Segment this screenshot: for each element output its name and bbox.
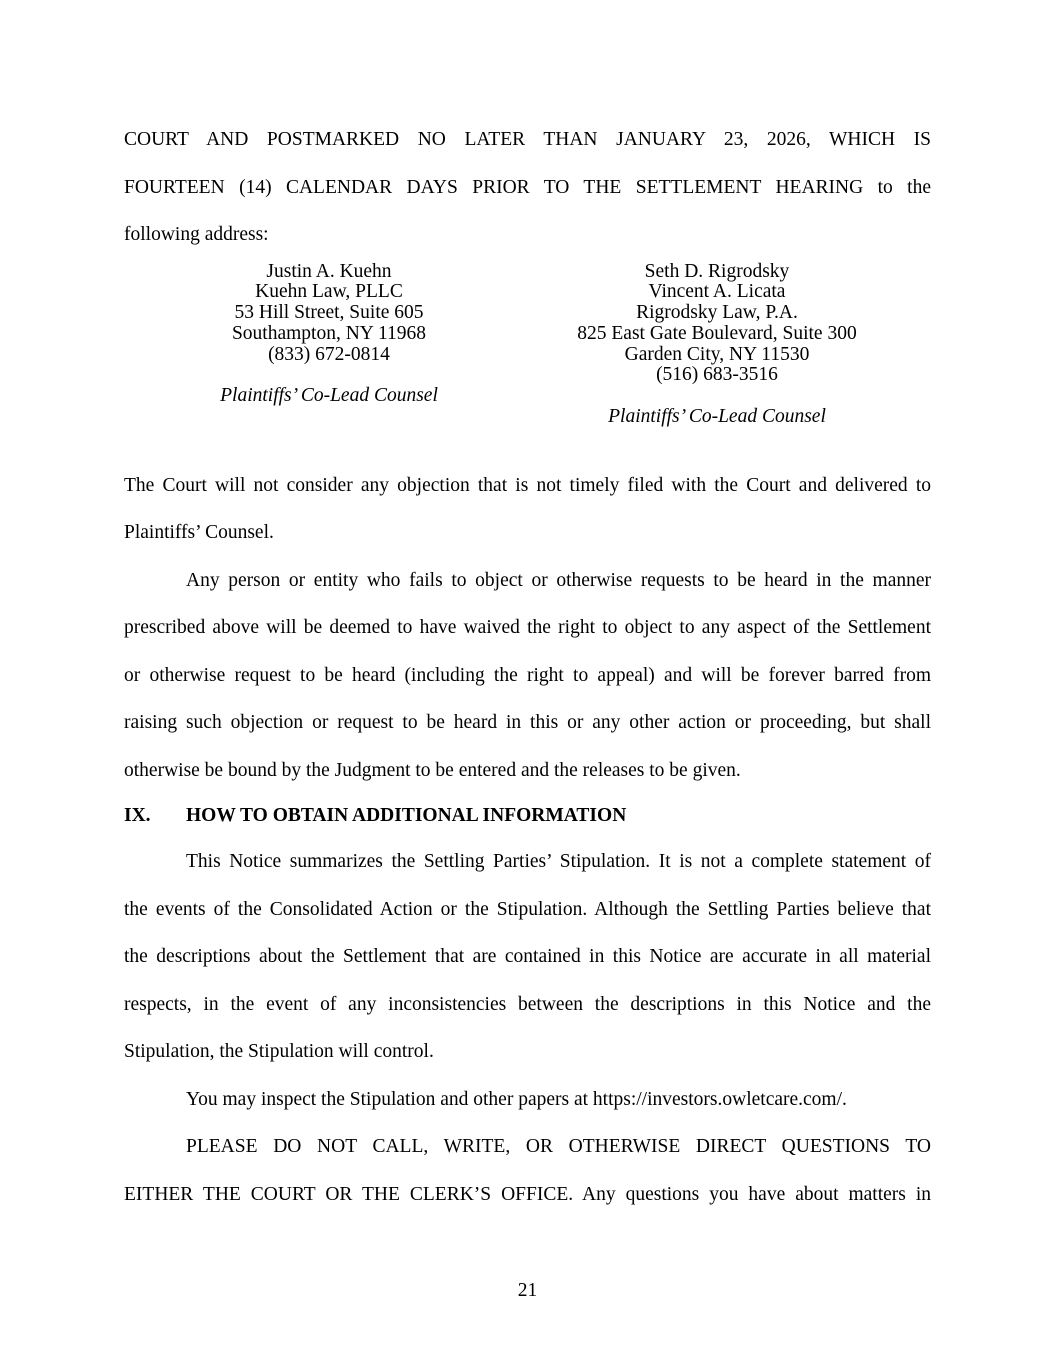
counsel-city: Garden City, NY 11530 <box>624 343 810 365</box>
section-number: IX. <box>124 805 151 826</box>
text-line: EITHER THE COURT OR THE CLERK’S OFFICE. Any questions you have about matters in <box>124 1183 931 1205</box>
counsel-role: Plaintiffs’ Co-Lead Counsel <box>220 385 438 407</box>
counsel-firm: Kuehn Law, PLLC <box>255 281 403 303</box>
section-heading <box>124 794 931 838</box>
page-number: 21 <box>517 1280 538 1301</box>
counsel-left <box>159 262 499 408</box>
counsel-role: Plaintiffs’ Co-Lead Counsel <box>608 406 826 428</box>
top-paragraph <box>124 116 931 259</box>
counsel-right <box>547 262 887 428</box>
please-paragraph <box>124 1123 931 1218</box>
counsel-city: Southampton, NY 11968 <box>231 322 427 344</box>
counsel-addresses <box>124 262 931 462</box>
text-line: the events of the Consolidated Action or the Stipulation. Although the Settling Parties believe that <box>124 898 931 920</box>
text-line: FOURTEEN (14) CALENDAR DAYS PRIOR TO THE SETTLEMENT HEARING to the <box>124 176 931 198</box>
text-line: or otherwise request to be heard (including the right to appeal) and will be forever barred from <box>124 664 931 686</box>
counsel-street: 825 East Gate Boulevard, Suite 300 <box>577 322 857 344</box>
counsel-phone: (833) 672-0814 <box>268 343 390 365</box>
text-line: COURT AND POSTMARKED NO LATER THAN JANUARY 23, 2026, WHICH IS <box>124 129 931 150</box>
text-line: respects, in the event of any inconsistencies between the descriptions in this Notice and the <box>124 993 931 1015</box>
text-line: This Notice summarizes the Settling Parties’ Stipulation. It is not a complete statement of <box>186 851 931 872</box>
text-line: prescribed above will be deemed to have waived the right to object to any aspect of the Settlement <box>124 617 931 638</box>
summary-paragraph <box>124 838 931 1076</box>
text-line: raising such objection or request to be heard in this or any other action or proceeding, but shall <box>124 712 931 733</box>
text-line: PLEASE DO NOT CALL, WRITE, OR OTHERWISE DIRECT QUESTIONS TO <box>186 1136 931 1157</box>
counsel-firm: Rigrodsky Law, P.A. <box>636 302 798 324</box>
text-line: following address: <box>124 224 269 245</box>
section-title: HOW TO OBTAIN ADDITIONAL INFORMATION <box>186 805 627 826</box>
waiver-paragraph <box>124 557 931 795</box>
text-line: Stipulation, the Stipulation will control. <box>124 1041 434 1062</box>
counsel-name: Vincent A. Licata <box>648 281 786 303</box>
counsel-street: 53 Hill Street, Suite 605 <box>234 302 424 324</box>
objection-paragraph <box>124 462 931 557</box>
counsel-name: Seth D. Rigrodsky <box>644 260 790 282</box>
counsel-name: Justin A. Kuehn <box>266 260 392 282</box>
document-page <box>124 116 931 1218</box>
text-line: Any person or entity who fails to object or otherwise requests to be heard in the manner <box>186 569 931 591</box>
text-line: otherwise be bound by the Judgment to be entered and the releases to be given. <box>124 759 741 781</box>
text-line: Plaintiffs’ Counsel. <box>124 522 274 543</box>
text-line: the descriptions about the Settlement that are contained in this Notice are accurate in all material <box>124 946 931 967</box>
text-line: The Court will not consider any objection that is not timely filed with the Court and delivered to <box>124 474 931 496</box>
inspect-paragraph <box>124 1076 931 1124</box>
counsel-phone: (516) 683-3516 <box>656 364 778 386</box>
text-line: You may inspect the Stipulation and other papers at https://investors.owletcare.com/. <box>186 1088 847 1110</box>
